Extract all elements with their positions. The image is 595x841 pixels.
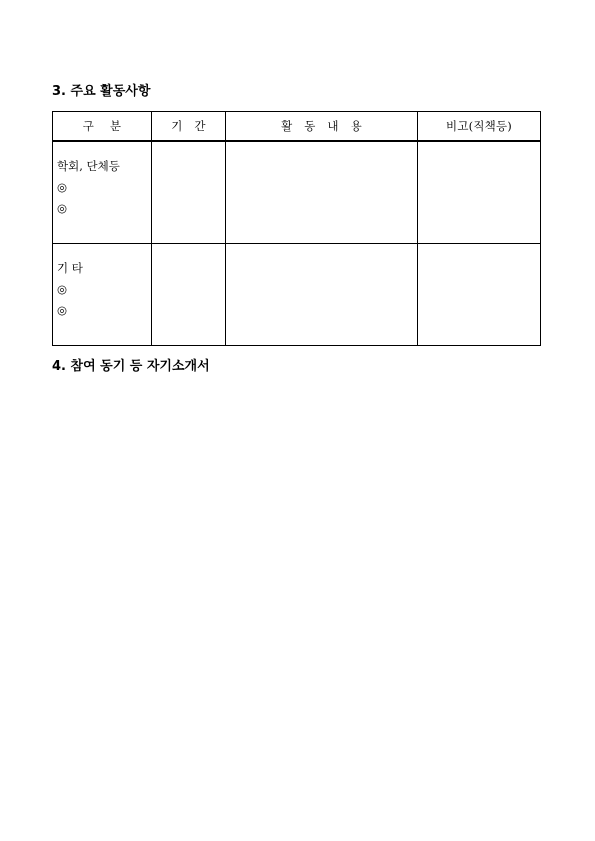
column-header-period: 기 간 xyxy=(152,112,226,142)
bullet-mark: ◎ xyxy=(57,180,68,194)
intro-section-heading: 4. 참여 동기 등 자기소개서 xyxy=(52,359,210,374)
table-header-row xyxy=(53,112,541,142)
content-cell[interactable] xyxy=(226,141,418,244)
period-cell[interactable] xyxy=(152,244,226,346)
bullet-mark: ◎ xyxy=(57,201,68,215)
period-cell[interactable] xyxy=(152,141,226,244)
category-cell xyxy=(53,244,152,346)
content-cell[interactable] xyxy=(226,244,418,346)
category-label: 기 타 xyxy=(57,261,83,275)
category-label: 학회, 단체등 xyxy=(57,159,120,173)
activities-table xyxy=(52,111,541,346)
category-cell xyxy=(53,141,152,244)
column-header-category: 구 분 xyxy=(53,112,152,142)
table-row xyxy=(53,141,541,244)
activities-section-heading: 3. 주요 활동사항 xyxy=(52,84,151,99)
column-header-remarks: 비고(직책등) xyxy=(418,112,541,142)
remarks-cell[interactable] xyxy=(418,244,541,346)
column-header-content: 활 동 내 용 xyxy=(226,112,418,142)
table-row xyxy=(53,244,541,346)
remarks-cell[interactable] xyxy=(418,141,541,244)
bullet-mark: ◎ xyxy=(57,303,68,317)
bullet-mark: ◎ xyxy=(57,282,68,296)
